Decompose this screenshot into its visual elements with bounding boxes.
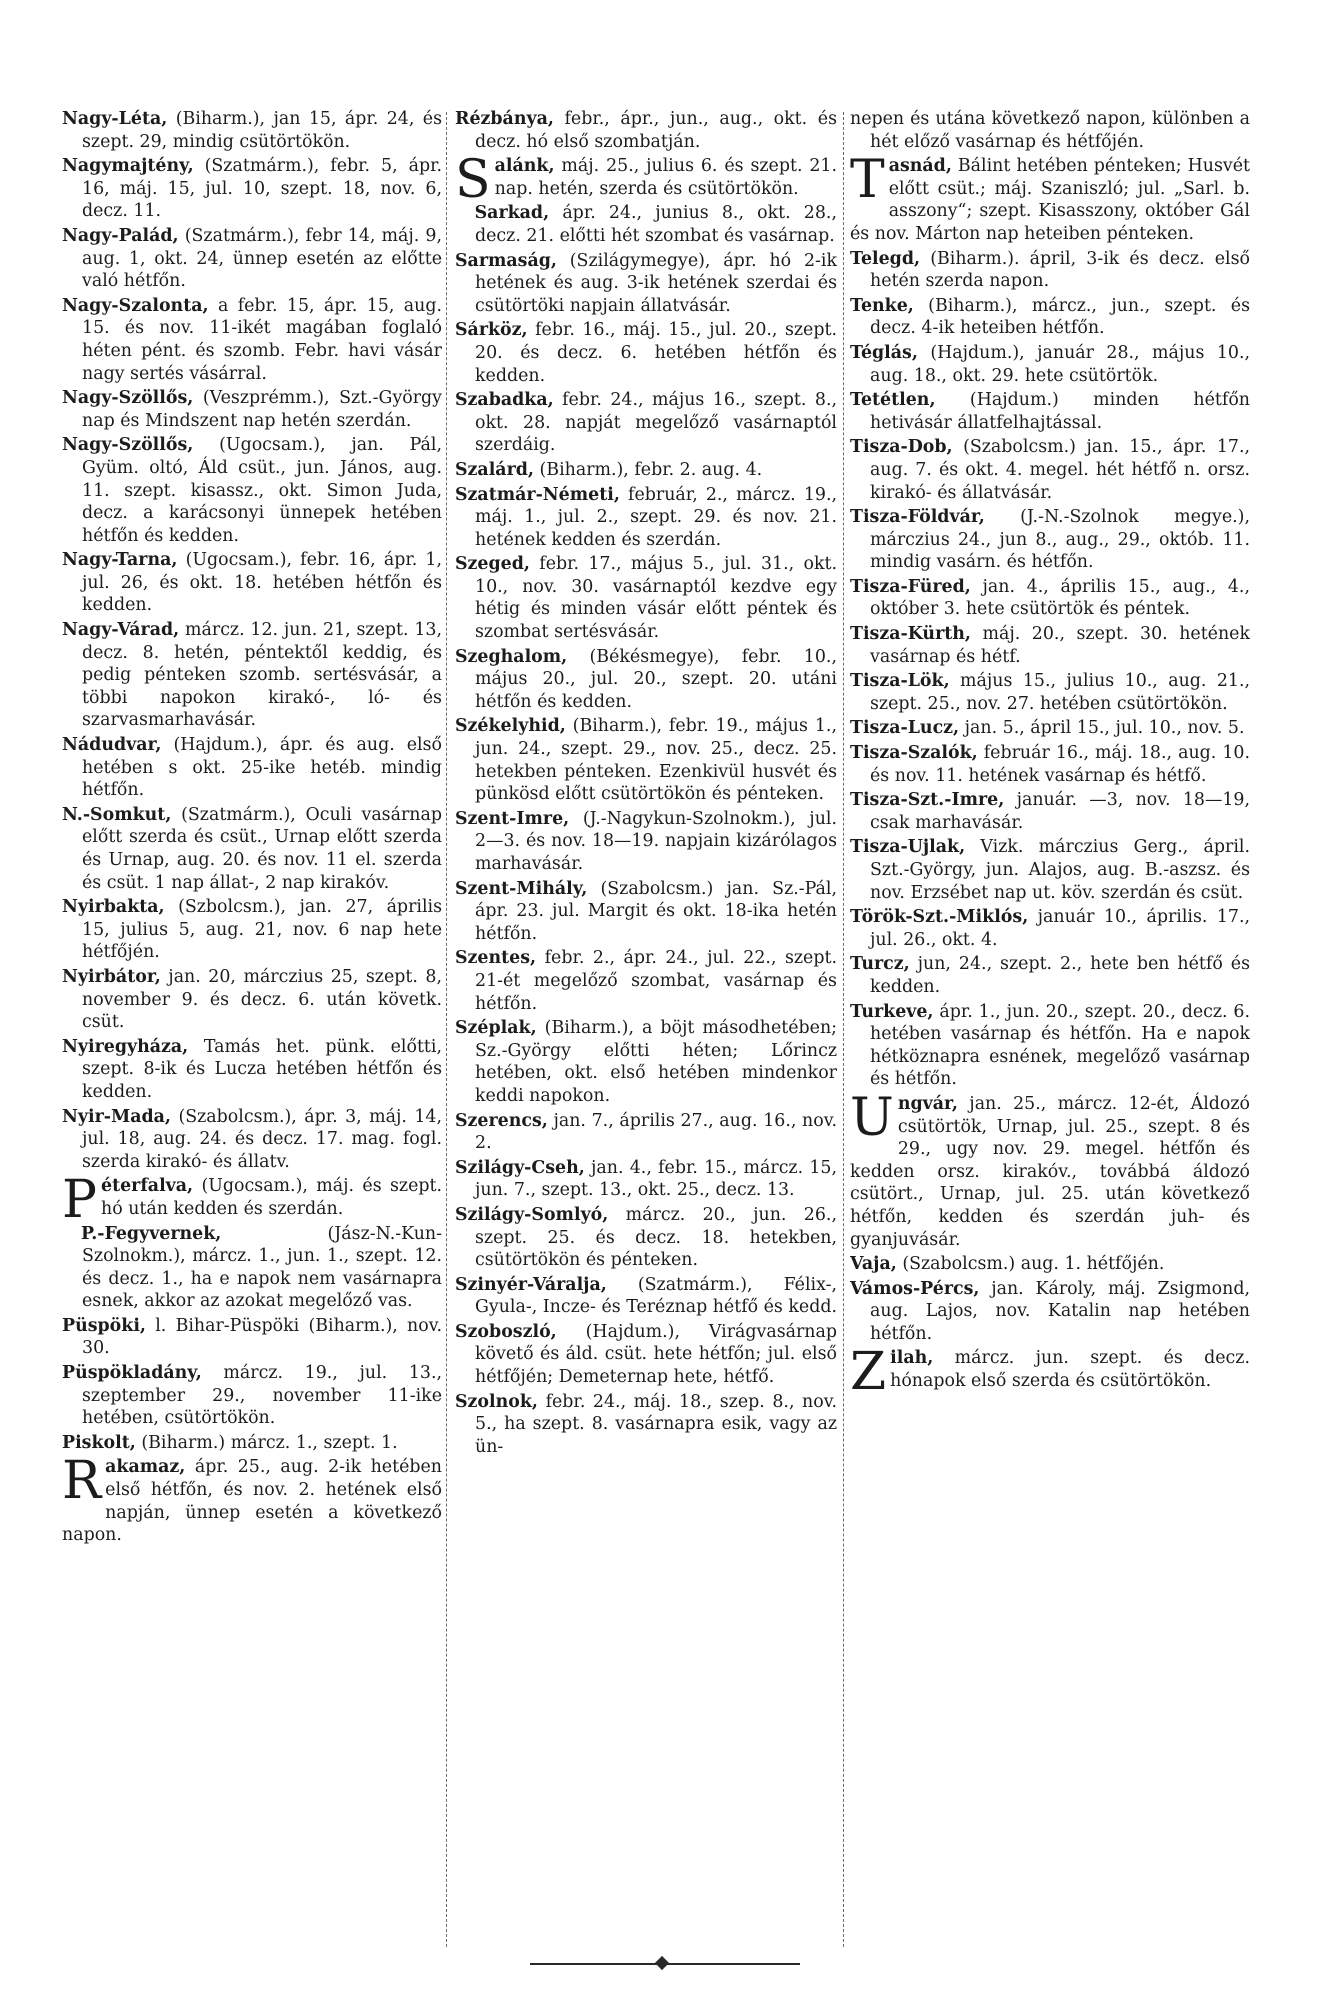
place-name: Vaja, bbox=[850, 1254, 897, 1275]
fair-entry bbox=[850, 836, 1250, 904]
place-name: akamaz, bbox=[105, 1457, 186, 1478]
fair-dates: (Szabolcsm.) jan. Sz.-Pál, ápr. 23. jul. Margit és okt. 18-ika hetén hétfőn. bbox=[475, 878, 837, 944]
fair-dates: márcz. jun. szept. és decz. hónapok első szerda és csütörtökön. bbox=[890, 1348, 1250, 1392]
fair-entry bbox=[455, 202, 837, 247]
place-name: Rézbánya, bbox=[455, 109, 554, 129]
place-name: Szent-Imre, bbox=[455, 808, 570, 829]
place-name: Szabadka, bbox=[455, 390, 554, 411]
drop-cap: R bbox=[62, 1451, 102, 1512]
fair-dates: a febr. 15, ápr. 15, aug. 15. és nov. 11-ikét magában foglaló héten pént. és szomb. Febr. havi vásár nagy sertés vásárral. bbox=[82, 295, 442, 384]
fair-dates: (Biharm.), febr. 19., május 1., jun. 24., szept. 29., nov. 25., decz. 25. hetekben pénteken. Ezenkivül husvét és pünkösd előtt csütörtökön és pénteken. bbox=[475, 716, 837, 805]
place-name: N.-Somkut, bbox=[62, 804, 172, 825]
place-name: Tisza-Szt.-Imre, bbox=[850, 790, 1005, 811]
place-name: Szalárd, bbox=[455, 459, 534, 480]
fair-entry bbox=[850, 342, 1250, 387]
place-name: Szerencs, bbox=[455, 1110, 548, 1131]
place-name: Nagy-Léta, bbox=[62, 109, 168, 129]
fair-dates: jan. 4., febr. 15., márcz. 15, jun. 7., szept. 13., okt. 25., decz. 13. bbox=[475, 1157, 837, 1201]
fair-dates: február, 2., márcz. 19., máj. 1., jul. 2., szept. 29. és nov. 21. hetének kedden és szerdán. bbox=[475, 484, 837, 550]
fair-entry bbox=[455, 319, 837, 387]
fair-dates: jan. 20, márczius 25, szept. 8, november 9. és decz. 6. után követk. csüt. bbox=[82, 966, 442, 1033]
fair-dates: (Biharm.), a böjt másodhetében; Sz.-György előtti héten; Lőrincz hetében, okt. első hetében mindenkor keddi napokon. bbox=[475, 1018, 837, 1106]
place-name: Szent-Mihály, bbox=[455, 878, 588, 899]
fair-dates: (Biharm.), febr. 2. aug. 4. bbox=[539, 459, 763, 480]
fair-dates: (Szatmárm.), febr 14, máj. 9, aug. 1, okt. 24, ünnep esetén az előtte való hétfőn. bbox=[82, 225, 442, 292]
place-name: Nagy-Szalonta, bbox=[62, 295, 209, 316]
fair-dates: febr. 24., máj. 18., szep. 8., nov. 5., ha szept. 8. vasárnapra esik, vagy az ün- bbox=[475, 1391, 837, 1457]
place-name: Vámos-Pércs, bbox=[850, 1278, 980, 1299]
fair-entry bbox=[62, 387, 442, 432]
fair-dates: (Szilágymegye), ápr. hó 2-ik hetének és aug. 3-ik hetének szerdai és csütörtöki napjain állatvásár. bbox=[475, 250, 837, 316]
fair-dates: jan. 4., április 15., aug., 4., október 3. hete csütörtök és péntek. bbox=[870, 576, 1250, 620]
fair-dates: (Veszprémm.), Szt.-György nap és Mindszent nap hetén szerdán. bbox=[82, 388, 442, 431]
fair-entry bbox=[62, 1170, 442, 1231]
place-name: éterfalva, bbox=[101, 1176, 194, 1197]
fair-entry bbox=[62, 734, 442, 802]
place-name: Szentes, bbox=[455, 948, 537, 969]
place-name: Török-Szt.-Miklós, bbox=[850, 907, 1029, 928]
fair-entry bbox=[850, 670, 1250, 715]
fair-entry bbox=[455, 1321, 837, 1389]
fair-dates: (Szbolcsm.), jan. 27, április 15, julius 5, aug. 21, nov. 6 nap hete hétfőjén. bbox=[82, 897, 442, 963]
fair-entry bbox=[62, 108, 442, 153]
fair-entry bbox=[455, 1017, 837, 1107]
fair-entry bbox=[850, 1087, 1250, 1251]
place-name: Szinyér-Váralja, bbox=[455, 1274, 607, 1295]
fair-entry bbox=[455, 389, 837, 457]
fair-dates: jan. 5., ápril 15., jul. 10., nov. 5. bbox=[964, 718, 1245, 739]
fair-entry bbox=[62, 619, 442, 732]
fair-entry bbox=[62, 1362, 442, 1430]
fair-entry bbox=[850, 1001, 1250, 1091]
fair-dates: (Biharm.) márcz. 1., szept. 1. bbox=[141, 1432, 398, 1453]
fair-entry bbox=[62, 1036, 442, 1104]
fair-dates: (Szatmárm.), Félix-, Gyula-, Incze- és Teréznap hétfő és kedd. bbox=[475, 1274, 837, 1318]
place-name: alánk, bbox=[494, 156, 555, 177]
place-name: Nagy-Szöllős, bbox=[62, 435, 194, 456]
fair-entry bbox=[850, 108, 1250, 153]
fair-entry bbox=[455, 553, 837, 643]
fair-entry bbox=[850, 248, 1250, 293]
fair-entry bbox=[62, 1106, 442, 1174]
fair-entry bbox=[455, 1391, 837, 1459]
place-name: Püspöki, bbox=[62, 1315, 146, 1336]
fair-entry bbox=[455, 1157, 837, 1202]
fair-dates: január 10., április. 17., jul. 26., okt. 4. bbox=[870, 907, 1250, 950]
fair-entry bbox=[62, 295, 442, 385]
fair-dates: (Hajdum.), január 28., május 10., aug. 18., okt. 29. hete csütörtök. bbox=[870, 342, 1250, 386]
fair-dates: (Ugocsam.), jan. Pál, Gyüm. oltó, Áld csüt., jun. János, aug. 11. szept. kisassz., okt. Simon Juda, decz. a karácsonyi ünnepek hetében hétfőn és kedden. bbox=[82, 435, 442, 546]
place-name: Tisza-Lök, bbox=[850, 671, 950, 692]
fair-dates: (Szatmárm.), febr. 5, ápr. 16, máj. 15, jul. 10, szept. 18, nov. 6, decz. 11. bbox=[82, 156, 442, 222]
column-3 bbox=[850, 108, 1250, 1948]
fair-entry bbox=[455, 150, 837, 211]
fair-entry bbox=[455, 808, 837, 876]
fair-entry bbox=[850, 436, 1250, 504]
fair-entry bbox=[850, 623, 1250, 668]
fair-entry bbox=[62, 896, 442, 964]
place-name: Szatmár-Németi, bbox=[455, 484, 620, 505]
fair-entry bbox=[850, 1342, 1250, 1403]
fair-entry bbox=[455, 715, 837, 805]
place-name: Nagy-Palád, bbox=[62, 225, 179, 246]
fair-dates: (Békésmegye), febr. 10., május 20., jul. 20., szept. 20. utáni hétfőn és kedden. bbox=[475, 646, 837, 712]
fair-dates: (Hajdum.), Virágvasárnap követő és áld. csüt. hete hétfőn; jul. első hétfőjén; Demeternap hete, hétfő. bbox=[475, 1321, 837, 1388]
place-name: Nagymajtény, bbox=[62, 156, 194, 177]
fair-dates: febr. 17., május 5., jul. 31., okt. 10., nov. 30. vasárnaptól kezdve egy hétig és minden vásár előtt péntek és szombat sertésvásár. bbox=[475, 554, 837, 643]
place-name: Tisza-Dob, bbox=[850, 437, 953, 458]
place-name: Sarmaság, bbox=[455, 250, 557, 271]
drop-cap: U bbox=[850, 1087, 894, 1148]
fair-entry bbox=[455, 250, 837, 318]
place-name: Püspökladány, bbox=[62, 1363, 202, 1384]
fair-entry bbox=[850, 1278, 1250, 1346]
fair-dates: febr. 2., ápr. 24., jul. 22., szept. 21-ét megelőző szombat, vasárnap és hétfőn. bbox=[475, 948, 837, 1014]
fair-dates: (Szabolcsm.), ápr. 3, máj. 14, jul. 18, aug. 24. és decz. 17. mag. fogl. szerda kirakó- és állatv. bbox=[82, 1106, 442, 1172]
place-name: Szoboszló, bbox=[455, 1321, 557, 1342]
fair-entry bbox=[850, 742, 1250, 787]
fair-entry bbox=[62, 1315, 442, 1360]
fair-dates: márcz. 20., jun. 26., szept. 25. és decz. 18. hetekben, csütörtökön és pénteken. bbox=[475, 1204, 837, 1271]
place-name: Turcz, bbox=[850, 954, 910, 975]
place-name: asnád, bbox=[888, 156, 952, 177]
place-name: Sarkad, bbox=[474, 203, 550, 224]
fair-dates: jun, 24., szept. 2., hete ben hétfő és kedden. bbox=[870, 954, 1250, 997]
place-name: Tisza-Szalók, bbox=[850, 743, 978, 764]
place-name: Téglás, bbox=[850, 342, 918, 363]
column-divider bbox=[446, 112, 447, 1947]
fair-dates: (Jász-N.-Kun-Szolnokm.), márcz. 1., jun. 1., szept. 12. és decz. 1., ha e napok nem vasárnapra esnek, akkor az azokat megelőző vas. bbox=[82, 1223, 442, 1312]
fair-entry bbox=[850, 1253, 1250, 1276]
fair-dates: febr. 24., május 16., szept. 8., okt. 28. napját megelőző vasárnaptól szerdáig. bbox=[475, 390, 837, 456]
place-name: Piskolt, bbox=[62, 1432, 136, 1453]
fair-entry bbox=[850, 506, 1250, 574]
place-name: Szilágy-Somlyó, bbox=[455, 1204, 609, 1225]
fair-dates: máj. 20., szept. 30. hetének vasárnap és hétf. bbox=[870, 624, 1250, 667]
fair-dates: nepen és utána következő napon, különben a hét előző vasárnap és hétfőjén. bbox=[850, 109, 1250, 152]
fair-entry bbox=[455, 646, 837, 714]
fair-dates: január. —3, nov. 18—19, csak marhavásár. bbox=[870, 790, 1250, 833]
drop-cap: S bbox=[455, 150, 491, 211]
fair-entry bbox=[62, 1223, 442, 1313]
fair-entry bbox=[850, 576, 1250, 621]
ornament-diamond-icon bbox=[655, 1956, 669, 1970]
place-name: Tisza-Ujlak, bbox=[850, 837, 966, 858]
place-name: Nyirbátor, bbox=[62, 966, 161, 987]
place-name: Nyiregyháza, bbox=[62, 1036, 189, 1057]
place-name: Tisza-Lucz, bbox=[850, 718, 960, 739]
fair-entry bbox=[62, 1451, 442, 1546]
fair-entry bbox=[850, 150, 1250, 245]
fair-entry bbox=[850, 295, 1250, 340]
fair-dates: ápr. 25., aug. 2-ik hetében első hétfőn, és nov. 2. hetének első napján, ünnep esetén a következő napon. bbox=[62, 1457, 442, 1546]
drop-cap: Z bbox=[850, 1342, 887, 1403]
place-name: Székelyhid, bbox=[455, 716, 566, 737]
fair-entry bbox=[62, 549, 442, 617]
column-2 bbox=[455, 108, 837, 1948]
fair-entry bbox=[455, 947, 837, 1015]
fair-dates: (Szabolcsm.) jan. 15., ápr. 17., aug. 7. és okt. 4. megel. hét hétfő n. orsz. kirakó- és állatvásár. bbox=[870, 437, 1250, 503]
fair-entry bbox=[455, 1274, 837, 1319]
fair-dates: jan. Károly, máj. Zsigmond, aug. Lajos, nov. Katalin nap hetében hétfőn. bbox=[870, 1278, 1250, 1344]
fair-dates: máj. 25., julius 6. és szept. 21. nap. hetén, szerda és csütörtökön. bbox=[494, 156, 837, 199]
fair-dates: (Biharm.). ápril, 3-ik és decz. első hetén szerda napon. bbox=[870, 248, 1250, 292]
fair-entry bbox=[455, 878, 837, 946]
place-name: Nagy-Szöllős, bbox=[62, 388, 194, 409]
fair-dates: (J.-Nagykun-Szolnokm.), jul. 2—3. és nov. 18—19. napjain kizárólagos marhavásár. bbox=[475, 808, 837, 874]
fair-dates: jan. 7., április 27., aug. 16., nov. 2. bbox=[475, 1110, 837, 1154]
fair-dates: május 15., julius 10., aug. 21., szept. 25., nov. 27. hetében csütörtökön. bbox=[870, 671, 1250, 714]
fair-dates: Bálint hetében pénteken; Husvét előtt csüt.; máj. Szaniszló; jul. „Sarl. b. asszony“; szept. Kisasszony, október Gál és nov. Márton nap heteiben pénteken. bbox=[850, 156, 1250, 244]
fair-dates: (Biharm.), márcz., jun., szept. és decz. 4-ik heteiben hétfőn. bbox=[870, 295, 1250, 339]
place-name: Nyir-Mada, bbox=[62, 1106, 171, 1127]
fair-dates: ápr. 1., jun. 20., szept. 20., decz. 6. hetében vasárnap és hétfőn. Ha e napok hétköznapra esnének, megelőző vasárnap és hétfőn. bbox=[870, 1001, 1250, 1090]
place-name: Tetétlen, bbox=[850, 390, 936, 411]
place-name: Szilágy-Cseh, bbox=[455, 1157, 585, 1178]
place-name: Sárköz, bbox=[455, 320, 528, 341]
fair-dates: (J.-N.-Szolnok megye.), márczius 24., jun 8., aug., 29., októb. 11. mindig vasárn. és hétfőn. bbox=[870, 507, 1250, 573]
fair-entry bbox=[455, 484, 837, 552]
place-name: Nagy-Tarna, bbox=[62, 550, 178, 571]
drop-cap: T bbox=[850, 150, 885, 211]
fair-dates: márcz. 19., jul. 13., szeptember 29., november 11-ike hetében, csütörtökön. bbox=[82, 1363, 442, 1429]
fair-dates: február 16., máj. 18., aug. 10. és nov. 11. hetének vasárnap és hétfő. bbox=[870, 743, 1250, 786]
place-name: Tisza-Kürth, bbox=[850, 624, 971, 645]
place-name: Nyirbakta, bbox=[62, 897, 165, 918]
place-name: Széplak, bbox=[455, 1018, 537, 1039]
column-1 bbox=[62, 108, 442, 1948]
fair-entry bbox=[62, 1432, 442, 1455]
footer-ornament bbox=[530, 1962, 800, 1966]
fair-entry bbox=[850, 389, 1250, 434]
fair-entry bbox=[850, 789, 1250, 834]
fair-entry bbox=[850, 717, 1250, 740]
place-name: ngvár, bbox=[897, 1093, 958, 1114]
place-name: Telegd, bbox=[850, 248, 921, 269]
fair-dates: febr., ápr., jun., aug., okt. és decz. hó első szombatján. bbox=[475, 109, 837, 152]
fair-dates: (Ugocsam.), máj. és szept. hó után kedden és szerdán. bbox=[101, 1176, 442, 1219]
place-name: Nagy-Várad, bbox=[62, 620, 180, 641]
place-name: Turkeve, bbox=[850, 1001, 934, 1022]
fair-dates: márcz. 12. jun. 21, szept. 13, decz. 8. hetén, péntektől keddig, és pedig pénteken szomb. sertésvásár, a többi napokon kirakó-, ló- és szarvasmarhavásár. bbox=[82, 620, 442, 731]
fair-entry bbox=[455, 1204, 837, 1272]
fair-entry bbox=[455, 108, 837, 153]
place-name: Szolnok, bbox=[455, 1391, 538, 1412]
fair-dates: (Hajdum.) minden hétfőn hetivásár állatfelhajtással. bbox=[870, 390, 1250, 433]
fair-dates: (Szatmárm.), Oculi vasárnap előtt szerda és csüt., Urnap előtt szerda és Urnap, aug. 20. és nov. 11 el. szerda és csüt. 1 nap állat-, 2 nap kirakóv. bbox=[82, 804, 442, 893]
fair-entry bbox=[62, 225, 442, 293]
fair-dates: Vizk. márczius Gerg., ápril. Szt.-György, jun. Alajos, aug. B.-aszsz. és nov. Erzsébet nap ut. köv. szerdán és csüt. bbox=[870, 837, 1250, 903]
fair-entry bbox=[850, 906, 1250, 951]
drop-cap: P bbox=[62, 1170, 97, 1231]
fair-entry bbox=[62, 804, 442, 894]
place-name: Szeghalom, bbox=[455, 646, 568, 667]
place-name: P.-Fegyvernek, bbox=[81, 1223, 222, 1244]
fair-entry bbox=[455, 1110, 837, 1155]
fair-dates: jan. 25., márcz. 12-ét, Áldozó csütörtök, Urnap, jul. 25., szept. 8 és 29., ugy nov. 29. megel. hétfőn és kedden orsz. kirakóv., továbbá áldozó csütört., Urnap, jul. 25. után következő hétfőn, kedden és szerdán juh- és gyanjuvásár. bbox=[850, 1093, 1250, 1250]
fair-dates: febr. 16., máj. 15., jul. 20., szept. 20. és decz. 6. hetében hétfőn és kedden. bbox=[475, 320, 837, 386]
place-name: Szeged, bbox=[455, 554, 530, 575]
place-name: Tisza-Földvár, bbox=[850, 507, 985, 528]
place-name: Nádudvar, bbox=[62, 735, 162, 756]
fair-dates: l. Bihar-Püspöki (Biharm.), nov. 30. bbox=[82, 1315, 442, 1359]
fair-dates: (Szabolcsm.) aug. 1. hétfőjén. bbox=[902, 1254, 1165, 1275]
fair-entry bbox=[62, 966, 442, 1034]
fair-entry bbox=[62, 155, 442, 223]
place-name: Tenke, bbox=[850, 295, 914, 316]
fair-dates: (Biharm.), jan 15, ápr. 24, és szept. 29, mindig csütörtökön. bbox=[82, 109, 442, 152]
fair-dates: (Ugocsam.), febr. 16, ápr. 1, jul. 26, és okt. 18. hetében hétfőn és kedden. bbox=[82, 550, 442, 616]
fair-entry bbox=[455, 459, 837, 482]
fair-dates: ápr. 24., junius 8., okt. 28., decz. 21. előtti hét szombat és vasárnap. bbox=[475, 203, 837, 246]
fair-entry bbox=[850, 953, 1250, 998]
fair-entry bbox=[62, 434, 442, 547]
fair-dates: (Hajdum.), ápr. és aug. első hetében s okt. 25-ike hetéb. mindig hétfőn. bbox=[82, 735, 442, 801]
place-name: ilah, bbox=[890, 1348, 934, 1369]
fair-dates: Tamás het. pünk. előtti, szept. 8-ik és Lucza hetében hétfőn és kedden. bbox=[82, 1036, 442, 1102]
column-divider bbox=[843, 112, 844, 1947]
place-name: Tisza-Füred, bbox=[850, 576, 971, 597]
